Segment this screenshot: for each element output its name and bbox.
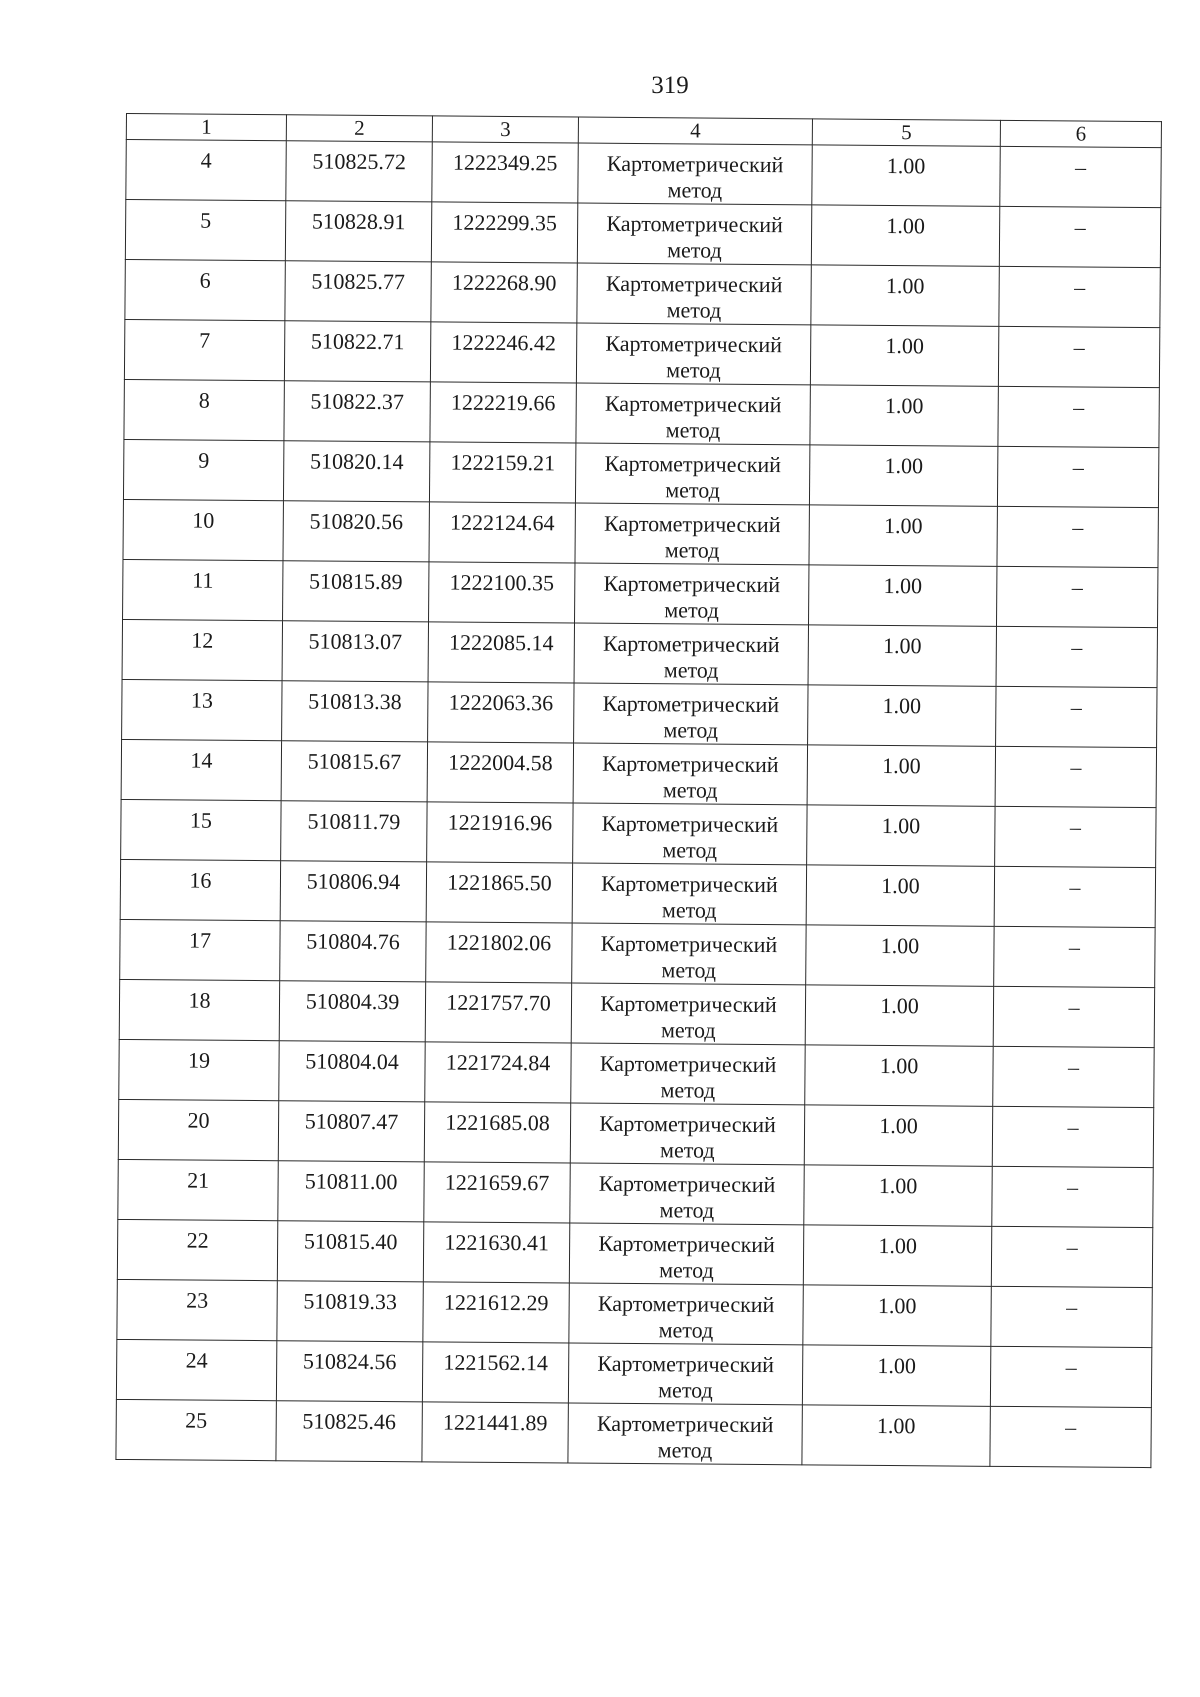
accuracy-cell: 1.00: [807, 805, 995, 866]
x-coordinate-cell: 510815.89: [283, 561, 429, 622]
method-cell: Картометрический метод: [571, 1043, 805, 1105]
point-number-cell: 17: [120, 919, 280, 980]
method-cell: Картометрический метод: [577, 203, 811, 265]
method-cell: Картометрический метод: [570, 1163, 804, 1225]
accuracy-cell: 1.00: [812, 145, 1000, 206]
point-number-cell: 23: [117, 1279, 277, 1340]
method-cell: Картометрический метод: [569, 1283, 803, 1345]
x-coordinate-cell: 510828.91: [285, 201, 431, 262]
y-coordinate-cell: 1222085.14: [428, 622, 574, 683]
note-cell: –: [992, 1166, 1153, 1227]
point-number-cell: 10: [123, 499, 283, 560]
note-cell: –: [997, 446, 1158, 507]
table-row: [120, 919, 1155, 987]
point-number-cell: 14: [121, 739, 281, 800]
table-row: [119, 979, 1154, 1047]
y-coordinate-cell: 1222124.64: [429, 502, 575, 563]
table-row: [122, 679, 1157, 747]
column-header: 1: [126, 114, 286, 141]
table-body: [116, 114, 1162, 1468]
y-coordinate-cell: 1221802.06: [426, 922, 572, 983]
column-header: 6: [1000, 120, 1161, 147]
table-row: [123, 499, 1158, 567]
method-cell: Картометрический метод: [575, 563, 809, 625]
accuracy-cell: 1.00: [804, 1165, 992, 1226]
point-number-cell: 7: [124, 319, 284, 380]
x-coordinate-cell: 510819.33: [277, 1281, 423, 1342]
method-cell: Картометрический метод: [568, 1403, 802, 1465]
accuracy-cell: 1.00: [806, 865, 994, 926]
method-cell: Картометрический метод: [574, 683, 808, 745]
x-coordinate-cell: 510804.04: [279, 1041, 425, 1102]
method-cell: Картометрический метод: [574, 623, 808, 685]
table-row: [125, 259, 1160, 327]
point-number-cell: 6: [125, 259, 285, 320]
coordinates-table: [115, 113, 1162, 1468]
point-number-cell: 25: [116, 1399, 276, 1460]
note-cell: –: [993, 986, 1154, 1047]
table-row: [118, 1099, 1153, 1167]
method-cell: Картометрический метод: [573, 803, 807, 865]
table-row: [123, 439, 1158, 507]
column-header: 2: [286, 115, 432, 142]
y-coordinate-cell: 1222268.90: [431, 262, 577, 323]
y-coordinate-cell: 1221630.41: [423, 1222, 569, 1283]
point-number-cell: 5: [125, 200, 285, 261]
y-coordinate-cell: 1222299.35: [431, 202, 577, 263]
table-row: [123, 559, 1158, 627]
table-row: [117, 1219, 1152, 1287]
x-coordinate-cell: 510813.07: [282, 621, 428, 682]
accuracy-cell: 1.00: [808, 625, 996, 686]
method-cell: Картометрический метод: [576, 323, 810, 385]
point-number-cell: 21: [118, 1159, 278, 1220]
table-row: [121, 799, 1156, 867]
x-coordinate-cell: 510804.76: [280, 921, 426, 982]
method-cell: Картометрический метод: [575, 443, 809, 505]
note-cell: –: [999, 266, 1160, 327]
accuracy-cell: 1.00: [805, 985, 993, 1046]
x-coordinate-cell: 510824.56: [276, 1341, 422, 1402]
accuracy-cell: 1.00: [809, 505, 997, 566]
table-row: [126, 140, 1161, 208]
x-coordinate-cell: 510804.39: [279, 981, 425, 1042]
method-cell: Картометрический метод: [570, 1103, 804, 1165]
y-coordinate-cell: 1221724.84: [425, 1042, 571, 1103]
accuracy-cell: 1.00: [810, 325, 998, 386]
x-coordinate-cell: 510806.94: [280, 861, 426, 922]
point-number-cell: 4: [126, 140, 286, 201]
accuracy-cell: 1.00: [809, 445, 997, 506]
accuracy-cell: 1.00: [803, 1285, 991, 1346]
point-number-cell: 12: [122, 619, 282, 680]
table-row: [117, 1279, 1152, 1347]
table-row: [122, 619, 1157, 687]
accuracy-cell: 1.00: [807, 745, 995, 806]
x-coordinate-cell: 510825.46: [276, 1401, 422, 1462]
note-cell: –: [990, 1406, 1151, 1467]
note-cell: –: [1000, 146, 1161, 207]
accuracy-cell: 1.00: [802, 1405, 990, 1466]
method-cell: Картометрический метод: [577, 263, 811, 325]
x-coordinate-cell: 510811.79: [281, 801, 427, 862]
y-coordinate-cell: 1222100.35: [429, 562, 575, 623]
note-cell: –: [991, 1226, 1152, 1287]
y-coordinate-cell: 1221865.50: [426, 862, 572, 923]
point-number-cell: 15: [121, 799, 281, 860]
note-cell: –: [997, 506, 1158, 567]
note-cell: –: [996, 566, 1157, 627]
table-row: [119, 1039, 1154, 1107]
method-cell: Картометрический метод: [576, 383, 810, 445]
y-coordinate-cell: 1221441.89: [422, 1402, 568, 1463]
accuracy-cell: 1.00: [802, 1345, 990, 1406]
method-cell: Картометрический метод: [568, 1343, 802, 1405]
y-coordinate-cell: 1221659.67: [424, 1162, 570, 1223]
point-number-cell: 8: [124, 379, 284, 440]
accuracy-cell: 1.00: [804, 1105, 992, 1166]
note-cell: –: [993, 1046, 1154, 1107]
x-coordinate-cell: 510807.47: [278, 1101, 424, 1162]
note-cell: –: [994, 926, 1155, 987]
method-cell: Картометрический метод: [575, 503, 809, 565]
x-coordinate-cell: 510815.40: [277, 1221, 423, 1282]
method-cell: Картометрический метод: [569, 1223, 803, 1285]
x-coordinate-cell: 510820.56: [283, 501, 429, 562]
y-coordinate-cell: 1221916.96: [427, 802, 573, 863]
table-row: [124, 319, 1159, 387]
table-row: [118, 1159, 1153, 1227]
method-cell: Картометрический метод: [573, 743, 807, 805]
x-coordinate-cell: 510822.37: [284, 381, 430, 442]
page-number: 319: [651, 72, 689, 99]
note-cell: –: [996, 686, 1157, 747]
column-header: 4: [578, 117, 812, 145]
table-row: [124, 379, 1159, 447]
note-cell: –: [994, 866, 1155, 927]
point-number-cell: 18: [119, 979, 279, 1040]
note-cell: –: [995, 806, 1156, 867]
column-header: 3: [432, 116, 578, 143]
y-coordinate-cell: 1221757.70: [425, 982, 571, 1043]
point-number-cell: 19: [119, 1039, 279, 1100]
method-cell: Картометрический метод: [578, 143, 812, 205]
point-number-cell: 9: [123, 439, 283, 500]
y-coordinate-cell: 1222219.66: [430, 382, 576, 443]
y-coordinate-cell: 1222246.42: [430, 322, 576, 383]
y-coordinate-cell: 1222063.36: [428, 682, 574, 743]
point-number-cell: 20: [118, 1099, 278, 1160]
note-cell: –: [990, 1346, 1151, 1407]
accuracy-cell: 1.00: [811, 265, 999, 326]
method-cell: Картометрический метод: [572, 863, 806, 925]
point-number-cell: 11: [123, 559, 283, 620]
table-row: [125, 200, 1160, 268]
method-cell: Картометрический метод: [572, 923, 806, 985]
note-cell: –: [991, 1286, 1152, 1347]
x-coordinate-cell: 510820.14: [283, 441, 429, 502]
x-coordinate-cell: 510813.38: [282, 681, 428, 742]
note-cell: –: [995, 746, 1156, 807]
accuracy-cell: 1.00: [806, 925, 994, 986]
point-number-cell: 16: [120, 859, 280, 920]
x-coordinate-cell: 510811.00: [278, 1161, 424, 1222]
accuracy-cell: 1.00: [803, 1225, 991, 1286]
y-coordinate-cell: 1221612.29: [423, 1282, 569, 1343]
table-row: [121, 739, 1156, 807]
y-coordinate-cell: 1222159.21: [429, 442, 575, 503]
table-row: [116, 1339, 1151, 1407]
method-cell: Картометрический метод: [571, 983, 805, 1045]
x-coordinate-cell: 510822.71: [284, 321, 430, 382]
y-coordinate-cell: 1221562.14: [422, 1342, 568, 1403]
y-coordinate-cell: 1222349.25: [432, 142, 578, 203]
point-number-cell: 22: [117, 1219, 277, 1280]
x-coordinate-cell: 510825.72: [286, 141, 432, 202]
note-cell: –: [992, 1106, 1153, 1167]
y-coordinate-cell: 1221685.08: [424, 1102, 570, 1163]
x-coordinate-cell: 510825.77: [285, 261, 431, 322]
accuracy-cell: 1.00: [811, 205, 999, 266]
note-cell: –: [998, 326, 1159, 387]
point-number-cell: 13: [122, 679, 282, 740]
note-cell: –: [996, 626, 1157, 687]
note-cell: –: [998, 386, 1159, 447]
y-coordinate-cell: 1222004.58: [427, 742, 573, 803]
accuracy-cell: 1.00: [805, 1045, 993, 1106]
accuracy-cell: 1.00: [808, 685, 996, 746]
table-row: [116, 1399, 1151, 1467]
point-number-cell: 24: [116, 1339, 276, 1400]
note-cell: –: [999, 206, 1160, 267]
column-header: 5: [812, 119, 1000, 146]
accuracy-cell: 1.00: [810, 385, 998, 446]
x-coordinate-cell: 510815.67: [281, 741, 427, 802]
accuracy-cell: 1.00: [809, 565, 997, 626]
table-row: [120, 859, 1155, 927]
